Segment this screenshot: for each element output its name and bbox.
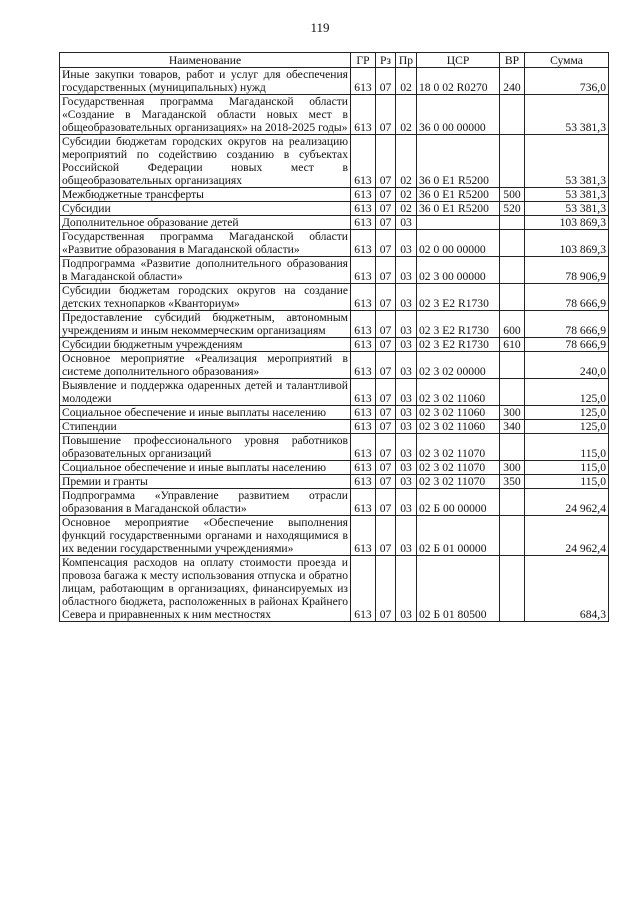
cell-rz: 07 bbox=[376, 135, 396, 188]
cell-name: Межбюджетные трансферты bbox=[60, 188, 351, 202]
cell-name: Подпрограмма «Развитие дополнительного образования в Магаданской области» bbox=[60, 257, 351, 284]
cell-pr: 03 bbox=[396, 284, 417, 311]
table-row bbox=[60, 489, 609, 516]
cell-pr: 03 bbox=[396, 516, 417, 556]
cell-gr: 613 bbox=[351, 461, 376, 475]
cell-csr: 02 3 02 11070 bbox=[417, 434, 500, 461]
cell-gr: 613 bbox=[351, 475, 376, 489]
cell-gr: 613 bbox=[351, 257, 376, 284]
cell-gr: 613 bbox=[351, 311, 376, 338]
table-row bbox=[60, 406, 609, 420]
cell-sum: 125,0 bbox=[525, 420, 609, 434]
cell-pr: 03 bbox=[396, 420, 417, 434]
cell-name: Иные закупки товаров, работ и услуг для обеспечения государственных (муниципальных) нужд bbox=[60, 68, 351, 95]
cell-name: Стипендии bbox=[60, 420, 351, 434]
table-row bbox=[60, 257, 609, 284]
cell-rz: 07 bbox=[376, 434, 396, 461]
cell-rz: 07 bbox=[376, 556, 396, 622]
cell-vr bbox=[500, 257, 525, 284]
cell-sum: 684,3 bbox=[525, 556, 609, 622]
cell-csr: 02 3 02 11070 bbox=[417, 461, 500, 475]
cell-gr: 613 bbox=[351, 188, 376, 202]
cell-sum: 78 666,9 bbox=[525, 284, 609, 311]
cell-pr: 03 bbox=[396, 489, 417, 516]
cell-vr bbox=[500, 489, 525, 516]
table-row bbox=[60, 188, 609, 202]
cell-gr: 613 bbox=[351, 379, 376, 406]
cell-csr bbox=[417, 216, 500, 230]
cell-name: Субсидии bbox=[60, 202, 351, 216]
cell-csr: 02 3 02 11070 bbox=[417, 475, 500, 489]
cell-vr: 600 bbox=[500, 311, 525, 338]
cell-rz: 07 bbox=[376, 216, 396, 230]
table-row bbox=[60, 352, 609, 379]
header-name: Наименование bbox=[60, 53, 351, 68]
cell-pr: 03 bbox=[396, 352, 417, 379]
cell-vr: 610 bbox=[500, 338, 525, 352]
cell-csr: 36 0 00 00000 bbox=[417, 95, 500, 135]
table-row bbox=[60, 202, 609, 216]
cell-rz: 07 bbox=[376, 420, 396, 434]
cell-csr: 02 3 E2 R1730 bbox=[417, 284, 500, 311]
cell-vr bbox=[500, 516, 525, 556]
cell-vr bbox=[500, 379, 525, 406]
cell-gr: 613 bbox=[351, 434, 376, 461]
cell-pr: 03 bbox=[396, 216, 417, 230]
cell-csr: 02 3 E2 R1730 bbox=[417, 338, 500, 352]
cell-sum: 103 869,3 bbox=[525, 230, 609, 257]
cell-name: Повышение профессионального уровня работников образовательных организаций bbox=[60, 434, 351, 461]
cell-pr: 03 bbox=[396, 230, 417, 257]
table-row bbox=[60, 556, 609, 622]
cell-vr bbox=[500, 352, 525, 379]
cell-pr: 03 bbox=[396, 379, 417, 406]
cell-csr: 02 3 E2 R1730 bbox=[417, 311, 500, 338]
cell-gr: 613 bbox=[351, 216, 376, 230]
cell-rz: 07 bbox=[376, 379, 396, 406]
cell-sum: 53 381,3 bbox=[525, 202, 609, 216]
cell-vr bbox=[500, 556, 525, 622]
cell-csr: 02 3 00 00000 bbox=[417, 257, 500, 284]
cell-vr: 300 bbox=[500, 406, 525, 420]
cell-gr: 613 bbox=[351, 406, 376, 420]
cell-name: Субсидии бюджетам городских округов на создание детских технопарков «Кванториум» bbox=[60, 284, 351, 311]
cell-gr: 613 bbox=[351, 556, 376, 622]
cell-pr: 03 bbox=[396, 338, 417, 352]
cell-rz: 07 bbox=[376, 338, 396, 352]
header-rz: Рз bbox=[376, 53, 396, 68]
cell-rz: 07 bbox=[376, 461, 396, 475]
cell-pr: 03 bbox=[396, 475, 417, 489]
cell-csr: 36 0 E1 R5200 bbox=[417, 188, 500, 202]
cell-gr: 613 bbox=[351, 516, 376, 556]
header-vr: ВР bbox=[500, 53, 525, 68]
header-csr: ЦСР bbox=[417, 53, 500, 68]
cell-pr: 03 bbox=[396, 434, 417, 461]
cell-pr: 03 bbox=[396, 257, 417, 284]
cell-gr: 613 bbox=[351, 135, 376, 188]
cell-gr: 613 bbox=[351, 420, 376, 434]
cell-gr: 613 bbox=[351, 489, 376, 516]
cell-pr: 02 bbox=[396, 68, 417, 95]
table-row bbox=[60, 95, 609, 135]
header-gr: ГР bbox=[351, 53, 376, 68]
cell-gr: 613 bbox=[351, 202, 376, 216]
cell-name: Государственная программа Магаданской области «Развитие образования в Магаданской области» bbox=[60, 230, 351, 257]
budget-table bbox=[59, 52, 609, 622]
cell-sum: 53 381,3 bbox=[525, 188, 609, 202]
cell-sum: 53 381,3 bbox=[525, 95, 609, 135]
cell-csr: 02 3 02 11060 bbox=[417, 406, 500, 420]
cell-pr: 02 bbox=[396, 202, 417, 216]
cell-sum: 24 962,4 bbox=[525, 516, 609, 556]
cell-rz: 07 bbox=[376, 68, 396, 95]
cell-rz: 07 bbox=[376, 489, 396, 516]
cell-vr bbox=[500, 230, 525, 257]
cell-csr: 02 0 00 00000 bbox=[417, 230, 500, 257]
cell-csr: 02 3 02 11060 bbox=[417, 379, 500, 406]
cell-rz: 07 bbox=[376, 284, 396, 311]
cell-pr: 02 bbox=[396, 95, 417, 135]
cell-vr bbox=[500, 284, 525, 311]
cell-gr: 613 bbox=[351, 284, 376, 311]
table-row bbox=[60, 516, 609, 556]
cell-pr: 03 bbox=[396, 311, 417, 338]
cell-name: Основное мероприятие «Реализация мероприятий в системе дополнительного образования» bbox=[60, 352, 351, 379]
cell-csr: 36 0 E1 R5200 bbox=[417, 135, 500, 188]
cell-rz: 07 bbox=[376, 95, 396, 135]
cell-vr: 520 bbox=[500, 202, 525, 216]
cell-vr bbox=[500, 95, 525, 135]
table-row bbox=[60, 434, 609, 461]
table-row bbox=[60, 230, 609, 257]
cell-pr: 03 bbox=[396, 406, 417, 420]
cell-sum: 53 381,3 bbox=[525, 135, 609, 188]
cell-rz: 07 bbox=[376, 516, 396, 556]
cell-name: Основное мероприятие «Обеспечение выполнения функций государственными органами и находящимися в их ведении государственными учреждениями» bbox=[60, 516, 351, 556]
cell-name: Премии и гранты bbox=[60, 475, 351, 489]
cell-sum: 115,0 bbox=[525, 434, 609, 461]
cell-rz: 07 bbox=[376, 352, 396, 379]
cell-sum: 736,0 bbox=[525, 68, 609, 95]
cell-rz: 07 bbox=[376, 230, 396, 257]
cell-vr bbox=[500, 434, 525, 461]
cell-name: Государственная программа Магаданской области «Создание в Магаданской области новых мест в общеобразовательных организациях» на 2018-2025 годы» bbox=[60, 95, 351, 135]
cell-vr bbox=[500, 135, 525, 188]
cell-gr: 613 bbox=[351, 95, 376, 135]
cell-rz: 07 bbox=[376, 202, 396, 216]
cell-csr: 18 0 02 R0270 bbox=[417, 68, 500, 95]
cell-sum: 78 906,9 bbox=[525, 257, 609, 284]
cell-name: Социальное обеспечение и иные выплаты населению bbox=[60, 461, 351, 475]
cell-pr: 02 bbox=[396, 188, 417, 202]
cell-csr: 02 Б 00 00000 bbox=[417, 489, 500, 516]
cell-name: Субсидии бюджетам городских округов на реализацию мероприятий по содействию созданию в субъектах Российской Федерации новых мест в общеобразовательных организациях bbox=[60, 135, 351, 188]
cell-csr: 02 3 02 00000 bbox=[417, 352, 500, 379]
cell-name: Подпрограмма «Управление развитием отрасли образования в Магаданской области» bbox=[60, 489, 351, 516]
cell-name: Предоставление субсидий бюджетным, автономным учреждениям и иным некоммерческим организациям bbox=[60, 311, 351, 338]
cell-rz: 07 bbox=[376, 188, 396, 202]
cell-name: Компенсация расходов на оплату стоимости проезда и провоза багажа к месту использования отпуска и обратно лицам, работающим в организациях, финансируемых из областного бюджета, расположенных в районах Крайнего Севера и приравненных к ним местностях bbox=[60, 556, 351, 622]
cell-rz: 07 bbox=[376, 257, 396, 284]
cell-gr: 613 bbox=[351, 352, 376, 379]
cell-vr: 300 bbox=[500, 461, 525, 475]
cell-rz: 07 bbox=[376, 406, 396, 420]
cell-gr: 613 bbox=[351, 338, 376, 352]
cell-csr: 02 Б 01 00000 bbox=[417, 516, 500, 556]
cell-sum: 115,0 bbox=[525, 461, 609, 475]
table-row bbox=[60, 311, 609, 338]
cell-csr: 02 Б 01 80500 bbox=[417, 556, 500, 622]
cell-sum: 78 666,9 bbox=[525, 311, 609, 338]
cell-pr: 03 bbox=[396, 556, 417, 622]
cell-sum: 24 962,4 bbox=[525, 489, 609, 516]
table-row bbox=[60, 379, 609, 406]
cell-vr: 340 bbox=[500, 420, 525, 434]
header-sum: Сумма bbox=[525, 53, 609, 68]
cell-name: Социальное обеспечение и иные выплаты населению bbox=[60, 406, 351, 420]
cell-vr: 350 bbox=[500, 475, 525, 489]
cell-sum: 125,0 bbox=[525, 406, 609, 420]
table-row bbox=[60, 420, 609, 434]
table-row bbox=[60, 216, 609, 230]
table-row bbox=[60, 284, 609, 311]
cell-rz: 07 bbox=[376, 475, 396, 489]
cell-pr: 02 bbox=[396, 135, 417, 188]
table-row bbox=[60, 475, 609, 489]
header-pr: Пр bbox=[396, 53, 417, 68]
cell-vr bbox=[500, 216, 525, 230]
table-row bbox=[60, 461, 609, 475]
cell-sum: 240,0 bbox=[525, 352, 609, 379]
table-row bbox=[60, 68, 609, 95]
cell-csr: 02 3 02 11060 bbox=[417, 420, 500, 434]
cell-gr: 613 bbox=[351, 230, 376, 257]
cell-sum: 103 869,3 bbox=[525, 216, 609, 230]
cell-gr: 613 bbox=[351, 68, 376, 95]
table-row bbox=[60, 338, 609, 352]
cell-sum: 78 666,9 bbox=[525, 338, 609, 352]
cell-sum: 115,0 bbox=[525, 475, 609, 489]
cell-name: Дополнительное образование детей bbox=[60, 216, 351, 230]
cell-vr: 240 bbox=[500, 68, 525, 95]
cell-csr: 36 0 E1 R5200 bbox=[417, 202, 500, 216]
table-row bbox=[60, 135, 609, 188]
cell-pr: 03 bbox=[396, 461, 417, 475]
cell-name: Субсидии бюджетным учреждениям bbox=[60, 338, 351, 352]
table-header bbox=[60, 53, 609, 68]
cell-name: Выявление и поддержка одаренных детей и талантливой молодежи bbox=[60, 379, 351, 406]
cell-sum: 125,0 bbox=[525, 379, 609, 406]
cell-rz: 07 bbox=[376, 311, 396, 338]
table-body bbox=[60, 68, 609, 622]
cell-vr: 500 bbox=[500, 188, 525, 202]
page-number: 119 bbox=[310, 20, 330, 35]
